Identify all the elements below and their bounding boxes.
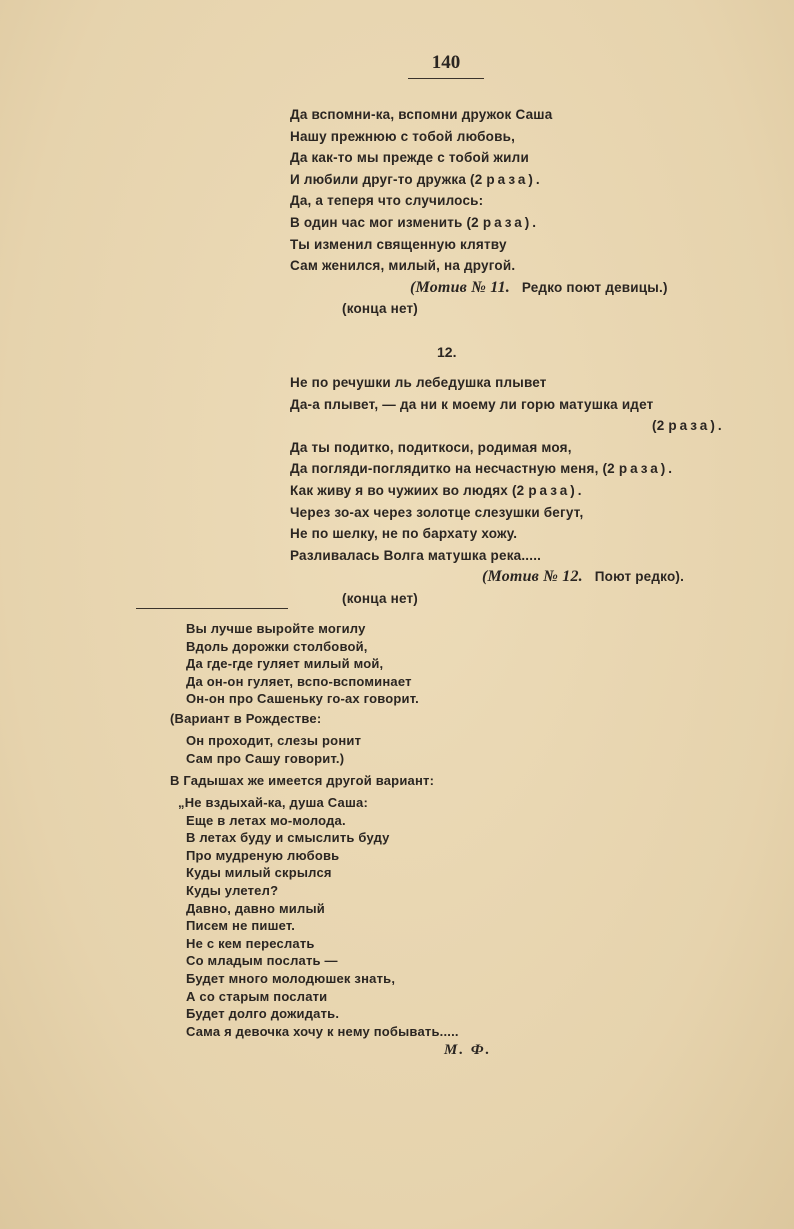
end-note: (конца нет) — [342, 590, 418, 606]
footnote-line: Писем не пишет. — [186, 918, 296, 934]
motive-line — [290, 277, 668, 299]
song-12-block — [290, 372, 725, 610]
footnote-line: Да где-где гуляет милый мой, — [186, 656, 384, 672]
verse-line: Да ты подитко, подиткоси, родимая моя, — [290, 439, 572, 455]
verse-line: И любили друг-то дружка (2 раза). — [290, 171, 543, 187]
song-11-block — [290, 104, 668, 320]
footnote-line: Про мудреную любовь — [186, 847, 340, 863]
verse-line: Через зо-ах через золотце слезушки бегут, — [290, 504, 584, 520]
footnote-line: Да он-он гуляет, вспо-вспоминает — [186, 673, 412, 689]
song-number: 12. — [437, 344, 457, 360]
variant-heading: (Вариант в Рождестве: — [170, 711, 322, 726]
verse-line: Не по речушки ль лебедушка плывет — [290, 375, 547, 390]
footnote-divider — [136, 608, 288, 609]
verse-line: Не по шелку, не по бархату хожу. — [290, 526, 518, 542]
footnote-line: Сама я девочка хочу к нему побывать..... — [186, 1023, 459, 1039]
footnote-line: А со старым послати — [186, 988, 328, 1004]
raza-label: раза). — [618, 461, 676, 477]
motive-note: Редко поют девицы.) — [521, 279, 668, 295]
motive-note: Поют редко). — [594, 569, 685, 585]
footnote-line: Вы лучше выройте могилу — [186, 621, 366, 636]
footnote-line: Вдоль дорожки столбовой, — [186, 638, 368, 654]
verse-line: Да погляди-поглядитко на несчастную меня, (2 раза). — [290, 461, 676, 477]
footnote-line: Будет много молодюшек знать, — [186, 970, 396, 986]
verse-line: Да как-то мы прежде с тобой жили — [290, 150, 529, 166]
footnote-line: Он проходит, слезы ронит — [186, 733, 362, 748]
footnote-line: Куды милый скрылся — [186, 865, 332, 881]
raza-label: раза). — [486, 171, 543, 187]
footnote-verse-2 — [186, 732, 361, 767]
footnote-line: В летах буду и смыслить буду — [186, 830, 390, 846]
raza-label: раза). — [668, 418, 725, 434]
raza-label: раза). — [528, 482, 585, 498]
footnote-line: Со младым послать — — [186, 953, 338, 969]
footnote-line: Он-он про Сашеньку го-ах говорит. — [186, 691, 419, 707]
footnote-verse-3 — [178, 794, 459, 1040]
motive-label: (Мотив № 11. — [410, 278, 510, 296]
verse-line: Да вспомни-ка, вспомни дружок Саша — [290, 107, 553, 122]
raza-label: раза). — [482, 214, 540, 230]
end-note: (конца нет) — [342, 301, 418, 317]
verse-line: Ты изменил священную клятву — [290, 236, 507, 252]
verse-line: Как живу я во чужиих во людях (2 раза). — [290, 482, 585, 498]
motive-label: (Мотив № 12. — [482, 568, 583, 586]
verse-line: Да, а теперя что случилось: — [290, 193, 484, 209]
verse-line: Сам женился, милый, на другой. — [290, 258, 516, 274]
gadysh-heading: В Гадышах же имеется другой вариант: — [170, 773, 435, 788]
verse-line: Разливалась Волга матушка река..... — [290, 547, 542, 563]
page-number: 140 — [408, 52, 484, 79]
footnote-verse-1 — [186, 620, 419, 708]
footnote-line: Сам про Сашу говорит.) — [186, 750, 345, 766]
verse-line: В один час мог изменить (2 раза). — [290, 214, 540, 230]
footnote-line: „Не вздыхай-ка, душа Саша: — [178, 795, 368, 810]
footnote-line: Давно, давно милый — [186, 900, 325, 916]
footnote-line: Не с кем переслать — [186, 935, 315, 951]
footnote-line: Еще в летах мо-молода. — [186, 812, 346, 828]
signature: М. Ф. — [444, 1042, 492, 1058]
footnote-line: Куды улетел? — [186, 882, 279, 898]
verse-line: Да-а плывет, — да ни к моему ли горю матушка идет — [290, 396, 654, 412]
verse-line: Нашу прежнюю с тобой любовь, — [290, 128, 516, 144]
motive-line — [290, 566, 725, 588]
footnote-line: Будет долго дожидать. — [186, 1006, 340, 1022]
verse-line: (2 раза). — [652, 418, 725, 434]
